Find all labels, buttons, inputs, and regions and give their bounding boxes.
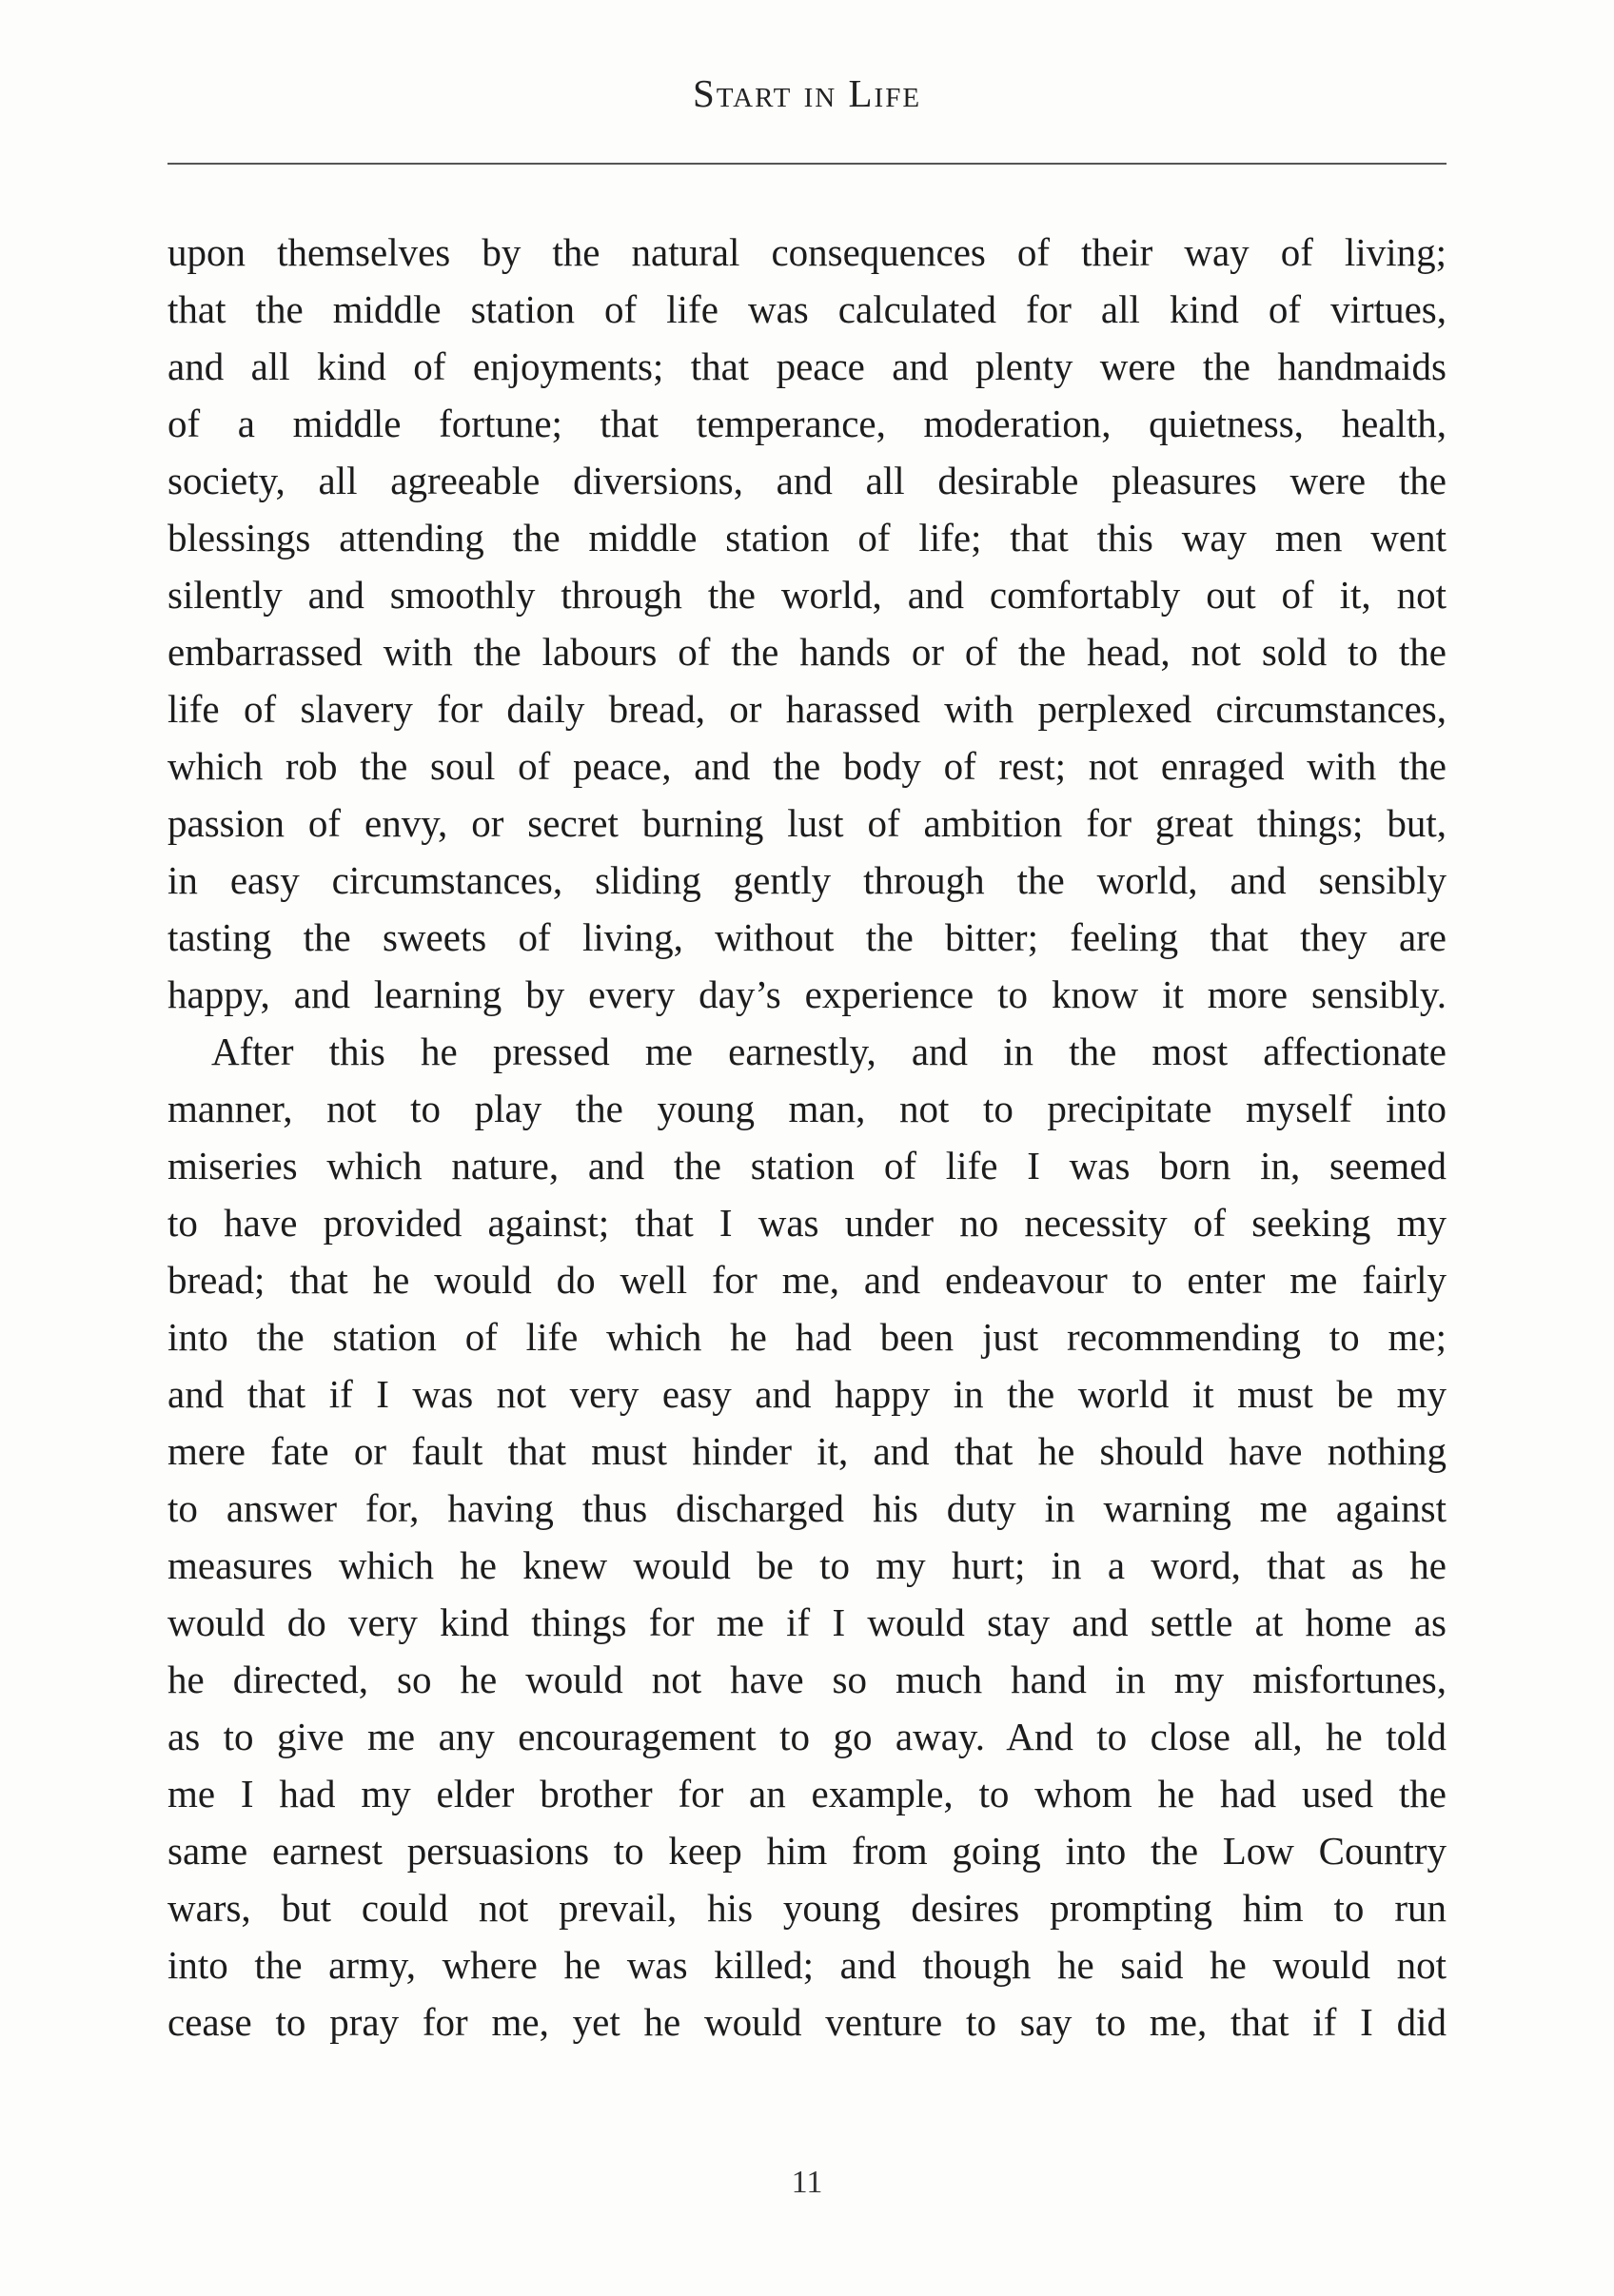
running-head: Start in Life: [692, 71, 922, 115]
text-line: life of slavery for daily bread, or harassed with perplexed circumstances,: [167, 687, 1447, 731]
text-line: cease to pray for me, yet he would venture to say to me, that if I did: [167, 2000, 1447, 2044]
text-line: happy, and learning by every day’s experience to know it more sensibly.: [167, 972, 1447, 1016]
text-line: to answer for, having thus discharged his duty in warning me against: [167, 1486, 1447, 1530]
text-line: bread; that he would do well for me, and endeavour to enter me fairly: [167, 1258, 1447, 1302]
text-line: manner, not to play the young man, not to precipitate myself into: [167, 1087, 1447, 1130]
text-line: me I had my elder brother for an example, to whom he had used the: [167, 1772, 1447, 1815]
header-rule: [167, 163, 1447, 165]
text-line: that the middle station of life was calculated for all kind of virtues,: [167, 287, 1447, 331]
text-line: miseries which nature, and the station of life I was born in, seemed: [167, 1144, 1447, 1187]
text-line: which rob the soul of peace, and the body of rest; not enraged with the: [167, 744, 1447, 788]
text-line: silently and smoothly through the world, and comfortably out of it, not: [167, 573, 1447, 617]
text-line: society, all agreeable diversions, and all desirable pleasures were the: [167, 459, 1447, 502]
paragraph: [167, 224, 1447, 1023]
text-line: and that if I was not very easy and happy in the world it must be my: [167, 1372, 1447, 1416]
text-line: to have provided against; that I was under no necessity of seeking my: [167, 1201, 1447, 1245]
text-line: mere fate or fault that must hinder it, and that he should have nothing: [167, 1429, 1447, 1473]
text-line: blessings attending the middle station of life; that this way men went: [167, 516, 1447, 559]
text-line: wars, but could not prevail, his young desires prompting him to run: [167, 1886, 1447, 1930]
paragraph: [167, 1023, 1447, 2051]
text-line: of a middle fortune; that temperance, moderation, quietness, health,: [167, 402, 1447, 445]
text-line: he directed, so he would not have so much hand in my misfortunes,: [167, 1658, 1447, 1701]
text-line: into the army, where he was killed; and though he said he would not: [167, 1943, 1447, 1987]
text-line: tasting the sweets of living, without the bitter; feeling that they are: [167, 915, 1447, 959]
page-number: 11: [791, 2165, 823, 2200]
text-line: After this he pressed me earnestly, and in the most affectionate: [211, 1030, 1447, 1073]
text-line: as to give me any encouragement to go away. And to close all, he told: [167, 1715, 1447, 1758]
text-line: in easy circumstances, sliding gently through the world, and sensibly: [167, 858, 1447, 902]
text-line: would do very kind things for me if I would stay and settle at home as: [167, 1600, 1447, 1644]
text-line: passion of envy, or secret burning lust of ambition for great things; but,: [167, 801, 1447, 845]
text-line: same earnest persuasions to keep him from going into the Low Country: [167, 1829, 1447, 1873]
text-line: upon themselves by the natural consequences of their way of living;: [167, 230, 1447, 274]
body-text: [167, 224, 1447, 2051]
text-line: measures which he knew would be to my hurt; in a word, that as he: [167, 1543, 1447, 1587]
text-line: embarrassed with the labours of the hands or of the head, not sold to the: [167, 630, 1447, 674]
text-line: and all kind of enjoyments; that peace and plenty were the handmaids: [167, 344, 1447, 388]
text-line: into the station of life which he had been just recommending to me;: [167, 1315, 1447, 1359]
